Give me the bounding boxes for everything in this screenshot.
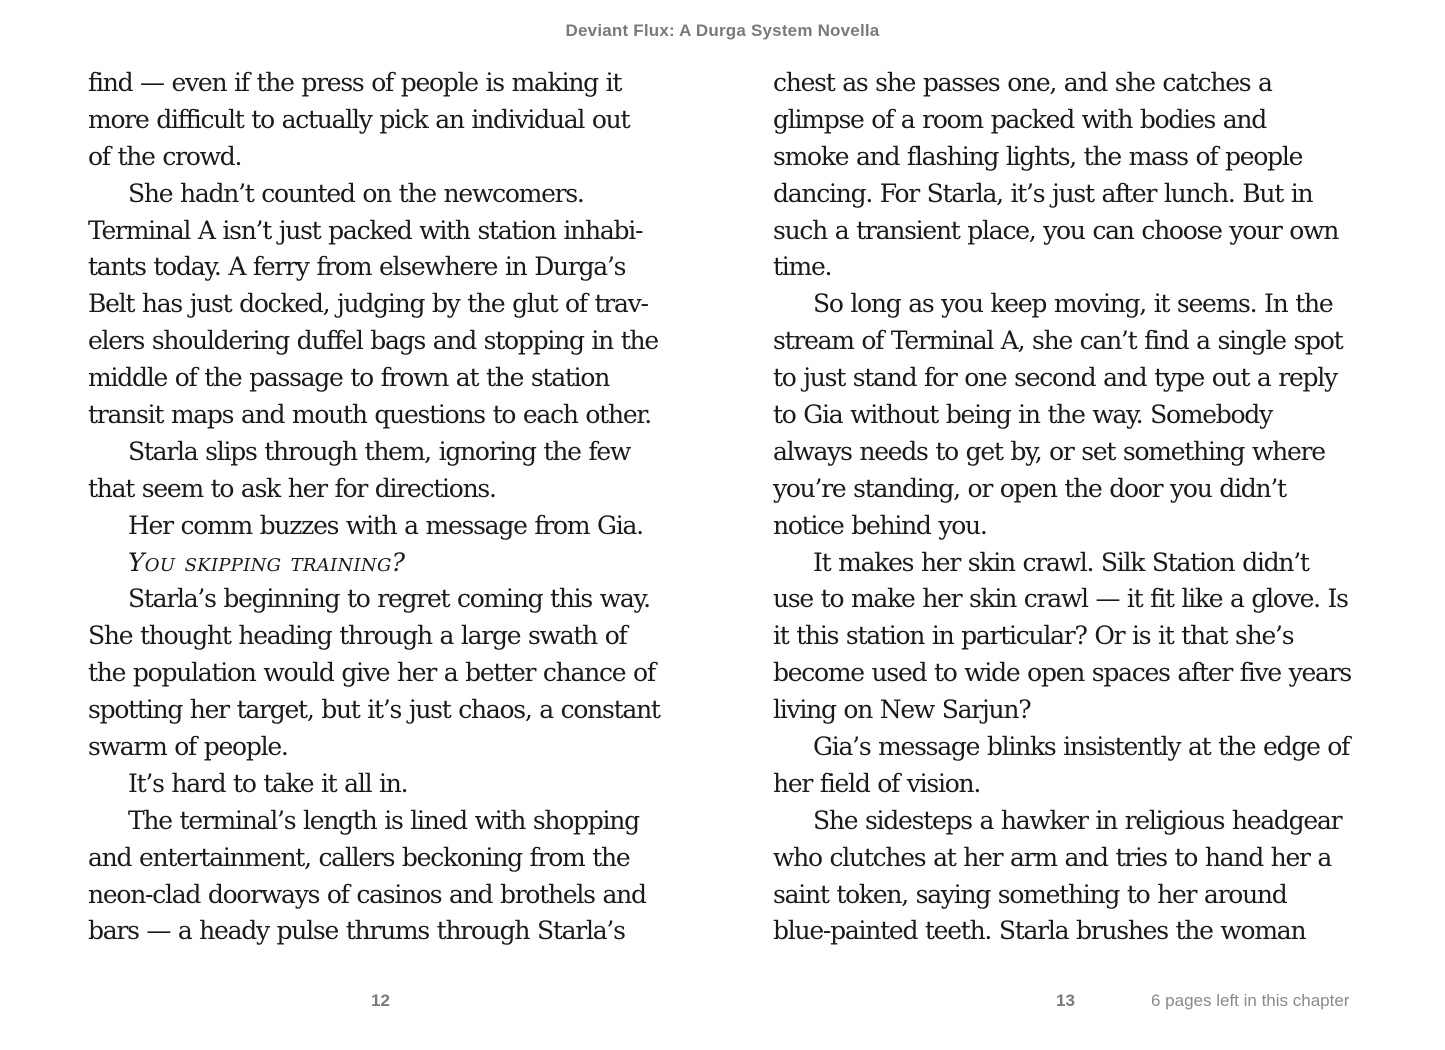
text-line: transit maps and mouth questions to each other. [88, 400, 652, 430]
text-line: more difficult to actually pick an individual out [88, 104, 630, 134]
text-line: It makes her skin crawl. Silk Station didn’t [813, 547, 1309, 577]
text-line: Starla’s beginning to regret coming this way. [128, 584, 650, 614]
text-line: spotting her target, but it’s just chaos, a constant [88, 695, 660, 725]
text-line: elers shouldering duffel bags and stopping in the [88, 326, 658, 356]
text-line: The terminal’s length is lined with shopping [128, 805, 639, 835]
text-line: swarm of people. [88, 732, 288, 762]
text-line: find — even if the press of people is making it [88, 68, 622, 97]
text-line: Belt has just docked, judging by the glut of trav- [88, 289, 648, 319]
text-line: tants today. A ferry from elsewhere in Durga’s [88, 252, 626, 282]
text-line: So long as you keep moving, it seems. In the [813, 289, 1333, 319]
text-line: Gia’s message blinks insistently at the edge of [813, 732, 1350, 762]
text-line: Starla slips through them, ignoring the few [128, 436, 631, 466]
book-title: Deviant Flux: A Durga System Novella [565, 21, 880, 40]
left-page-number: 12 [371, 991, 390, 1010]
text-line: Terminal A isn’t just packed with station inhabi- [88, 215, 643, 245]
text-line: that seem to ask her for directions. [88, 473, 496, 503]
text-line: notice behind you. [773, 510, 987, 540]
text-line: She sidesteps a hawker in religious headgear [813, 805, 1342, 835]
text-line: to Gia without being in the way. Somebody [773, 400, 1272, 430]
text-line: She thought heading through a large swath of [88, 621, 627, 651]
text-line: to just stand for one second and type out a reply [773, 363, 1337, 393]
text-line: it this station in particular? Or is it that she’s [773, 621, 1294, 651]
text-line: dancing. For Starla, it’s just after lunch. But in [773, 178, 1313, 208]
text-line: the population would give her a better chance of [88, 658, 655, 688]
text-line: use to make her skin crawl — it fit like a glove. Is [773, 584, 1348, 614]
text-line: blue-painted teeth. Starla brushes the woman [773, 916, 1306, 946]
text-line: her field of vision. [773, 768, 981, 798]
text-line: of the crowd. [88, 141, 242, 171]
text-line: She hadn’t counted on the newcomers. [128, 178, 584, 208]
message-text: You skipping training? [128, 547, 406, 577]
text-line: chest as she passes one, and she catches a [773, 68, 1272, 97]
text-line: Her comm buzzes with a message from Gia. [128, 510, 643, 540]
left-page-text[interactable] [88, 65, 688, 950]
text-line: saint token, saying something to her around [773, 879, 1287, 909]
text-line: become used to wide open spaces after five years [773, 658, 1351, 688]
text-line: such a transient place, you can choose your own [773, 215, 1339, 245]
text-line: living on New Sarjun? [773, 695, 1031, 725]
text-line: It’s hard to take it all in. [128, 768, 408, 798]
text-line: and entertainment, callers beckoning from the [88, 842, 630, 872]
text-line: middle of the passage to frown at the station [88, 363, 610, 393]
text-line: you’re standing, or open the door you didn’t [773, 473, 1286, 503]
text-line: stream of Terminal A, she can’t find a single spot [773, 326, 1343, 356]
text-line: always needs to get by, or set something where [773, 436, 1325, 466]
text-line: bars — a heady pulse thrums through Starla’s [88, 916, 625, 946]
text-line: glimpse of a room packed with bodies and [773, 104, 1267, 134]
text-line [88, 545, 688, 582]
text-line: neon-clad doorways of casinos and brothels and [88, 879, 646, 909]
right-page-number: 13 [1056, 991, 1075, 1010]
text-line: time. [773, 252, 832, 282]
right-page-text[interactable] [773, 65, 1373, 950]
text-line: smoke and flashing lights, the mass of people [773, 141, 1303, 171]
chapter-progress-label: 6 pages left in this chapter [1151, 991, 1350, 1010]
text-line: who clutches at her arm and tries to hand her a [773, 842, 1332, 872]
